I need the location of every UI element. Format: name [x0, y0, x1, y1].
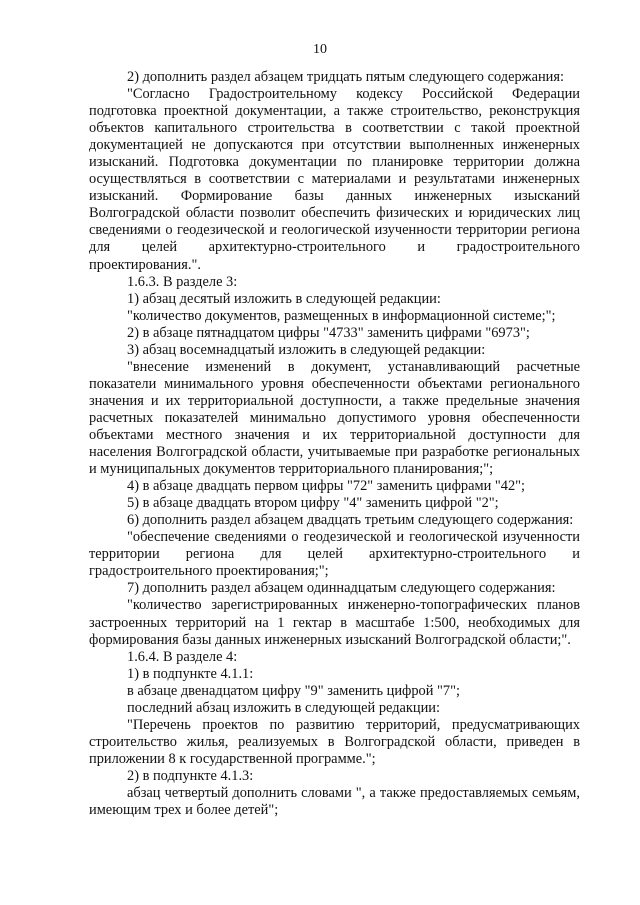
paragraph-item-6-add-23rd: 6) дополнить раздел абзацем двадцать третьим следующего содержания:	[127, 512, 574, 529]
paragraph-quote-obespechenie-svedeniyami: "обеспечение сведениями о геодезической и геологической изученности территории региона для целей архитектурно-строительного и градостроительного проектирования;";	[89, 529, 580, 580]
paragraph-item-3-abzac-18: 3) абзац восемнадцатый изложить в следующей редакции:	[127, 341, 486, 358]
paragraph-item-2-add-35th: 2) дополнить раздел абзацем тридцать пятым следующего содержания:	[127, 69, 565, 85]
paragraph-item-1-podpunkt-4-1-1: 1) в подпункте 4.1.1:	[127, 665, 254, 682]
paragraph-quote-vnesenie-izmeneniy: "внесение изменений в документ, устанавливающий расчетные показатели минимального уровня обеспеченности объектами регионального значения и их территориальной доступности, а также предельные значения расчетных показателей минимально допустимого уровня обеспеченности объектами местного значения и их территориальной доступности для населения Волгоградской области, учитываемые при разработке региональных и муниципальных документов территориального планирования;";	[89, 358, 580, 478]
paragraph-heading-1-6-3: 1.6.3. В разделе 3:	[127, 273, 238, 290]
paragraph-heading-1-6-4: 1.6.4. В разделе 4:	[127, 648, 238, 665]
paragraph-quote-kolichestvo-dokumentov: "количество документов, размещенных в информационной системе;";	[127, 307, 556, 324]
paragraph-abzac-12-cifra-9: в абзаце двенадцатом цифру "9" заменить цифрой "7";	[127, 682, 460, 699]
paragraph-item-7-add-11th: 7) дополнить раздел абзацем одиннадцатым следующего содержания:	[127, 580, 556, 597]
paragraph-quote-kolichestvo-planov: "количество зарегистрированных инженерно-топографических планов застроенных территорий на 1 гектар в масштабе 1:500, необходимых для формирования базы данных инженерных изысканий Волгоградской области;".	[89, 597, 580, 648]
paragraph-item-2-podpunkt-4-1-3: 2) в подпункте 4.1.3:	[127, 767, 254, 784]
paragraph-item-4-cifry-72: 4) в абзаце двадцать первом цифры "72" заменить цифрами "42";	[127, 478, 526, 495]
page-number: 10	[313, 42, 327, 57]
paragraph-quote-perechen-proektov: "Перечень проектов по развитию территорий, предусматривающих строительство жилья, реализуемых в Волгоградской области, приведен в приложении 8 к государственной программе.";	[89, 716, 580, 767]
paragraph-abzac-4-dopolnit: абзац четвертый дополнить словами ", а также предоставляемых семьям, имеющим трех и более детей";	[89, 784, 580, 819]
paragraph-item-2-cifry-4733: 2) в абзаце пятнадцатом цифры "4733" заменить цифрами "6973";	[127, 324, 530, 341]
paragraph-quote-gradostroitelny-kodeks: "Согласно Градостроительному кодексу Российской Федерации подготовка проектной документации, а также строительство, реконструкция объектов капитального строительства в соответствии с такой проектной документацией не допускаются при отсутствии выполненных инженерных изысканий. Подготовка документации по планировке территории должна осуществляться в соответствии с материалами и результатами инженерных изысканий. Формирование базы данных инженерных изысканий Волгоградской области позволит обеспечить физических и юридических лиц сведениями о геодезической и геологической изученности территории региона для целей архитектурно-строительного и градостроительного проектирования.".	[89, 86, 580, 273]
paragraph-item-5-cifra-4: 5) в абзаце двадцать втором цифру "4" заменить цифрой "2";	[127, 495, 499, 512]
paragraph-item-1-abzac-10: 1) абзац десятый изложить в следующей редакции:	[127, 290, 441, 307]
document-body	[89, 69, 580, 819]
paragraph-posledniy-abzac: последний абзац изложить в следующей редакции:	[127, 699, 441, 716]
